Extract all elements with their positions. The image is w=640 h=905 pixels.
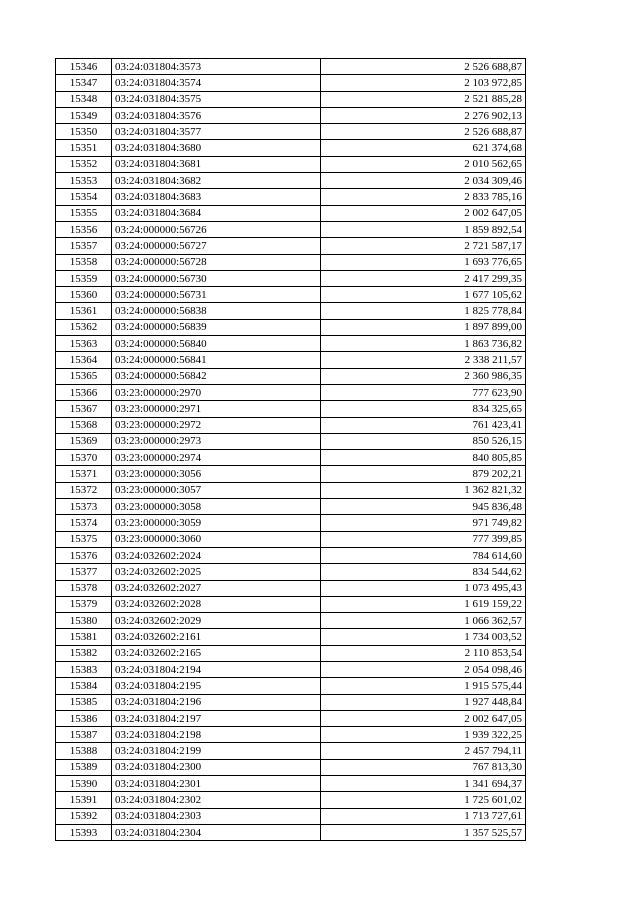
row-number-cell: 15393: [56, 824, 112, 840]
cadastral-value-cell: 1 859 892,54: [321, 221, 526, 237]
cadastral-value-cell: 945 836,48: [321, 499, 526, 515]
row-number-cell: 15373: [56, 499, 112, 515]
cadastral-value-cell: 777 623,90: [321, 384, 526, 400]
row-number-cell: 15355: [56, 205, 112, 221]
cadastral-value-cell: 2 521 885,28: [321, 91, 526, 107]
row-number-cell: 15379: [56, 596, 112, 612]
cadastral-number-cell: 03:23:000000:3058: [112, 499, 321, 515]
table-row: [56, 776, 526, 792]
cadastral-value-cell: 834 544,62: [321, 564, 526, 580]
row-number-cell: 15368: [56, 417, 112, 433]
cadastral-value-cell: 1 362 821,32: [321, 482, 526, 498]
cadastral-number-cell: 03:24:031804:3684: [112, 205, 321, 221]
table-row: [56, 173, 526, 189]
cadastral-value-cell: 971 749,82: [321, 515, 526, 531]
cadastral-value-cell: 1 897 899,00: [321, 319, 526, 335]
row-number-cell: 15389: [56, 759, 112, 775]
cadastral-value-cell: 621 374,68: [321, 140, 526, 156]
table-row: [56, 303, 526, 319]
row-number-cell: 15386: [56, 710, 112, 726]
table-row: [56, 743, 526, 759]
cadastral-value-cell: 1 073 495,43: [321, 580, 526, 596]
table-body: [56, 59, 526, 841]
cadastral-value-cell: 1 939 322,25: [321, 727, 526, 743]
table-row: [56, 661, 526, 677]
cadastral-number-cell: 03:24:000000:56731: [112, 287, 321, 303]
row-number-cell: 15346: [56, 59, 112, 75]
row-number-cell: 15385: [56, 694, 112, 710]
row-number-cell: 15354: [56, 189, 112, 205]
row-number-cell: 15392: [56, 808, 112, 824]
cadastral-value-cell: 2 002 647,05: [321, 710, 526, 726]
table-row: [56, 727, 526, 743]
table-row: [56, 450, 526, 466]
cadastral-value-cell: 1 825 778,84: [321, 303, 526, 319]
table-row: [56, 75, 526, 91]
row-number-cell: 15369: [56, 433, 112, 449]
cadastral-number-cell: 03:24:031804:3576: [112, 107, 321, 123]
cadastral-number-cell: 03:24:031804:2198: [112, 727, 321, 743]
row-number-cell: 15390: [56, 776, 112, 792]
cadastral-number-cell: 03:24:031804:2194: [112, 661, 321, 677]
cadastral-value-cell: 1 619 159,22: [321, 596, 526, 612]
row-number-cell: 15362: [56, 319, 112, 335]
table-row: [56, 466, 526, 482]
row-number-cell: 15381: [56, 629, 112, 645]
table-row: [56, 59, 526, 75]
row-number-cell: 15350: [56, 124, 112, 140]
row-number-cell: 15375: [56, 531, 112, 547]
cadastral-number-cell: 03:24:031804:2195: [112, 678, 321, 694]
table-row: [56, 596, 526, 612]
cadastral-value-cell: 2 360 986,35: [321, 368, 526, 384]
cadastral-value-cell: 1 713 727,61: [321, 808, 526, 824]
cadastral-value-cell: 2 103 972,85: [321, 75, 526, 91]
cadastral-number-cell: 03:24:000000:56841: [112, 352, 321, 368]
table-row: [56, 140, 526, 156]
cadastral-number-cell: 03:24:031804:3577: [112, 124, 321, 140]
cadastral-value-cell: 2 276 902,13: [321, 107, 526, 123]
row-number-cell: 15370: [56, 450, 112, 466]
table-row: [56, 824, 526, 840]
row-number-cell: 15380: [56, 613, 112, 629]
table-row: [56, 91, 526, 107]
row-number-cell: 15384: [56, 678, 112, 694]
row-number-cell: 15391: [56, 792, 112, 808]
cadastral-number-cell: 03:24:031804:3574: [112, 75, 321, 91]
cadastral-number-cell: 03:23:000000:2970: [112, 384, 321, 400]
table-row: [56, 629, 526, 645]
cadastral-value-cell: 1 927 448,84: [321, 694, 526, 710]
row-number-cell: 15360: [56, 287, 112, 303]
cadastral-number-cell: 03:24:031804:2303: [112, 808, 321, 824]
table-row: [56, 645, 526, 661]
cadastral-value-cell: 784 614,60: [321, 547, 526, 563]
row-number-cell: 15357: [56, 238, 112, 254]
cadastral-number-cell: 03:23:000000:2972: [112, 417, 321, 433]
cadastral-number-cell: 03:24:031804:3573: [112, 59, 321, 75]
table-row: [56, 189, 526, 205]
table-row: [56, 433, 526, 449]
cadastral-value-cell: 1 915 575,44: [321, 678, 526, 694]
cadastral-value-cell: 1 341 694,37: [321, 776, 526, 792]
cadastral-value-cell: 1 693 776,65: [321, 254, 526, 270]
table-row: [56, 254, 526, 270]
table-row: [56, 270, 526, 286]
cadastral-number-cell: 03:24:032602:2024: [112, 547, 321, 563]
table-row: [56, 531, 526, 547]
table-row: [56, 499, 526, 515]
row-number-cell: 15356: [56, 221, 112, 237]
row-number-cell: 15378: [56, 580, 112, 596]
row-number-cell: 15363: [56, 336, 112, 352]
cadastral-number-cell: 03:23:000000:3057: [112, 482, 321, 498]
table-row: [56, 107, 526, 123]
cadastral-value-cell: 1 734 003,52: [321, 629, 526, 645]
table-row: [56, 710, 526, 726]
cadastral-value-cell: 2 526 688,87: [321, 124, 526, 140]
table-row: [56, 238, 526, 254]
cadastral-value-cell: 2 002 647,05: [321, 205, 526, 221]
cadastral-value-cell: 2 054 098,46: [321, 661, 526, 677]
cadastral-number-cell: 03:23:000000:3060: [112, 531, 321, 547]
cadastral-number-cell: 03:24:031804:3682: [112, 173, 321, 189]
table-row: [56, 613, 526, 629]
cadastral-number-cell: 03:24:031804:2197: [112, 710, 321, 726]
table-row: [56, 482, 526, 498]
cadastral-number-cell: 03:24:031804:2301: [112, 776, 321, 792]
row-number-cell: 15376: [56, 547, 112, 563]
cadastral-number-cell: 03:23:000000:2971: [112, 401, 321, 417]
cadastral-number-cell: 03:24:032602:2029: [112, 613, 321, 629]
cadastral-value-cell: 2 833 785,16: [321, 189, 526, 205]
cadastral-value-cell: 2 034 309,46: [321, 173, 526, 189]
table-row: [56, 580, 526, 596]
table-row: [56, 547, 526, 563]
cadastral-number-cell: 03:24:032602:2165: [112, 645, 321, 661]
cadastral-value-cell: 840 805,85: [321, 450, 526, 466]
cadastral-value-cell: 2 010 562,65: [321, 156, 526, 172]
cadastral-value-cell: 1 357 525,57: [321, 824, 526, 840]
table-row: [56, 336, 526, 352]
cadastral-value-table: [55, 58, 526, 841]
table-row: [56, 319, 526, 335]
cadastral-number-cell: 03:24:000000:56728: [112, 254, 321, 270]
row-number-cell: 15353: [56, 173, 112, 189]
row-number-cell: 15352: [56, 156, 112, 172]
row-number-cell: 15366: [56, 384, 112, 400]
cadastral-number-cell: 03:23:000000:3056: [112, 466, 321, 482]
cadastral-number-cell: 03:24:032602:2161: [112, 629, 321, 645]
table-row: [56, 156, 526, 172]
cadastral-number-cell: 03:24:031804:2304: [112, 824, 321, 840]
cadastral-value-cell: 1 066 362,57: [321, 613, 526, 629]
cadastral-value-cell: 2 526 688,87: [321, 59, 526, 75]
cadastral-value-cell: 1 725 601,02: [321, 792, 526, 808]
row-number-cell: 15388: [56, 743, 112, 759]
cadastral-number-cell: 03:23:000000:3059: [112, 515, 321, 531]
row-number-cell: 15365: [56, 368, 112, 384]
table-row: [56, 759, 526, 775]
cadastral-value-cell: 2 457 794,11: [321, 743, 526, 759]
cadastral-number-cell: 03:23:000000:2974: [112, 450, 321, 466]
cadastral-number-cell: 03:24:031804:3683: [112, 189, 321, 205]
cadastral-value-cell: 834 325,65: [321, 401, 526, 417]
cadastral-number-cell: 03:24:000000:56842: [112, 368, 321, 384]
table-row: [56, 221, 526, 237]
cadastral-number-cell: 03:24:000000:56726: [112, 221, 321, 237]
table-row: [56, 205, 526, 221]
cadastral-number-cell: 03:24:032602:2027: [112, 580, 321, 596]
table-row: [56, 417, 526, 433]
table-row: [56, 352, 526, 368]
cadastral-number-cell: 03:24:000000:56727: [112, 238, 321, 254]
row-number-cell: 15367: [56, 401, 112, 417]
table-row: [56, 678, 526, 694]
cadastral-number-cell: 03:24:031804:2199: [112, 743, 321, 759]
table-row: [56, 694, 526, 710]
row-number-cell: 15371: [56, 466, 112, 482]
cadastral-number-cell: 03:24:031804:3680: [112, 140, 321, 156]
cadastral-number-cell: 03:24:000000:56838: [112, 303, 321, 319]
row-number-cell: 15359: [56, 270, 112, 286]
cadastral-value-cell: 879 202,21: [321, 466, 526, 482]
row-number-cell: 15372: [56, 482, 112, 498]
cadastral-value-cell: 767 813,30: [321, 759, 526, 775]
row-number-cell: 15361: [56, 303, 112, 319]
cadastral-value-cell: 2 721 587,17: [321, 238, 526, 254]
cadastral-number-cell: 03:24:031804:3575: [112, 91, 321, 107]
table-row: [56, 808, 526, 824]
cadastral-number-cell: 03:24:031804:2300: [112, 759, 321, 775]
cadastral-value-cell: 1 677 105,62: [321, 287, 526, 303]
table-row: [56, 515, 526, 531]
cadastral-number-cell: 03:24:000000:56840: [112, 336, 321, 352]
cadastral-number-cell: 03:24:031804:2196: [112, 694, 321, 710]
cadastral-value-cell: 2 110 853,54: [321, 645, 526, 661]
table-row: [56, 287, 526, 303]
cadastral-number-cell: 03:24:000000:56839: [112, 319, 321, 335]
cadastral-value-cell: 850 526,15: [321, 433, 526, 449]
table-row: [56, 564, 526, 580]
row-number-cell: 15364: [56, 352, 112, 368]
table-row: [56, 792, 526, 808]
row-number-cell: 15348: [56, 91, 112, 107]
row-number-cell: 15387: [56, 727, 112, 743]
row-number-cell: 15374: [56, 515, 112, 531]
row-number-cell: 15349: [56, 107, 112, 123]
cadastral-value-cell: 2 338 211,57: [321, 352, 526, 368]
table-row: [56, 368, 526, 384]
cadastral-value-cell: 1 863 736,82: [321, 336, 526, 352]
row-number-cell: 15358: [56, 254, 112, 270]
row-number-cell: 15347: [56, 75, 112, 91]
cadastral-number-cell: 03:24:000000:56730: [112, 270, 321, 286]
cadastral-number-cell: 03:24:032602:2025: [112, 564, 321, 580]
row-number-cell: 15377: [56, 564, 112, 580]
cadastral-value-cell: 761 423,41: [321, 417, 526, 433]
cadastral-number-cell: 03:24:031804:3681: [112, 156, 321, 172]
row-number-cell: 15351: [56, 140, 112, 156]
table-row: [56, 124, 526, 140]
cadastral-value-cell: 777 399,85: [321, 531, 526, 547]
row-number-cell: 15382: [56, 645, 112, 661]
cadastral-number-cell: 03:23:000000:2973: [112, 433, 321, 449]
cadastral-number-cell: 03:24:031804:2302: [112, 792, 321, 808]
cadastral-number-cell: 03:24:032602:2028: [112, 596, 321, 612]
table-row: [56, 401, 526, 417]
cadastral-value-cell: 2 417 299,35: [321, 270, 526, 286]
table-row: [56, 384, 526, 400]
row-number-cell: 15383: [56, 661, 112, 677]
